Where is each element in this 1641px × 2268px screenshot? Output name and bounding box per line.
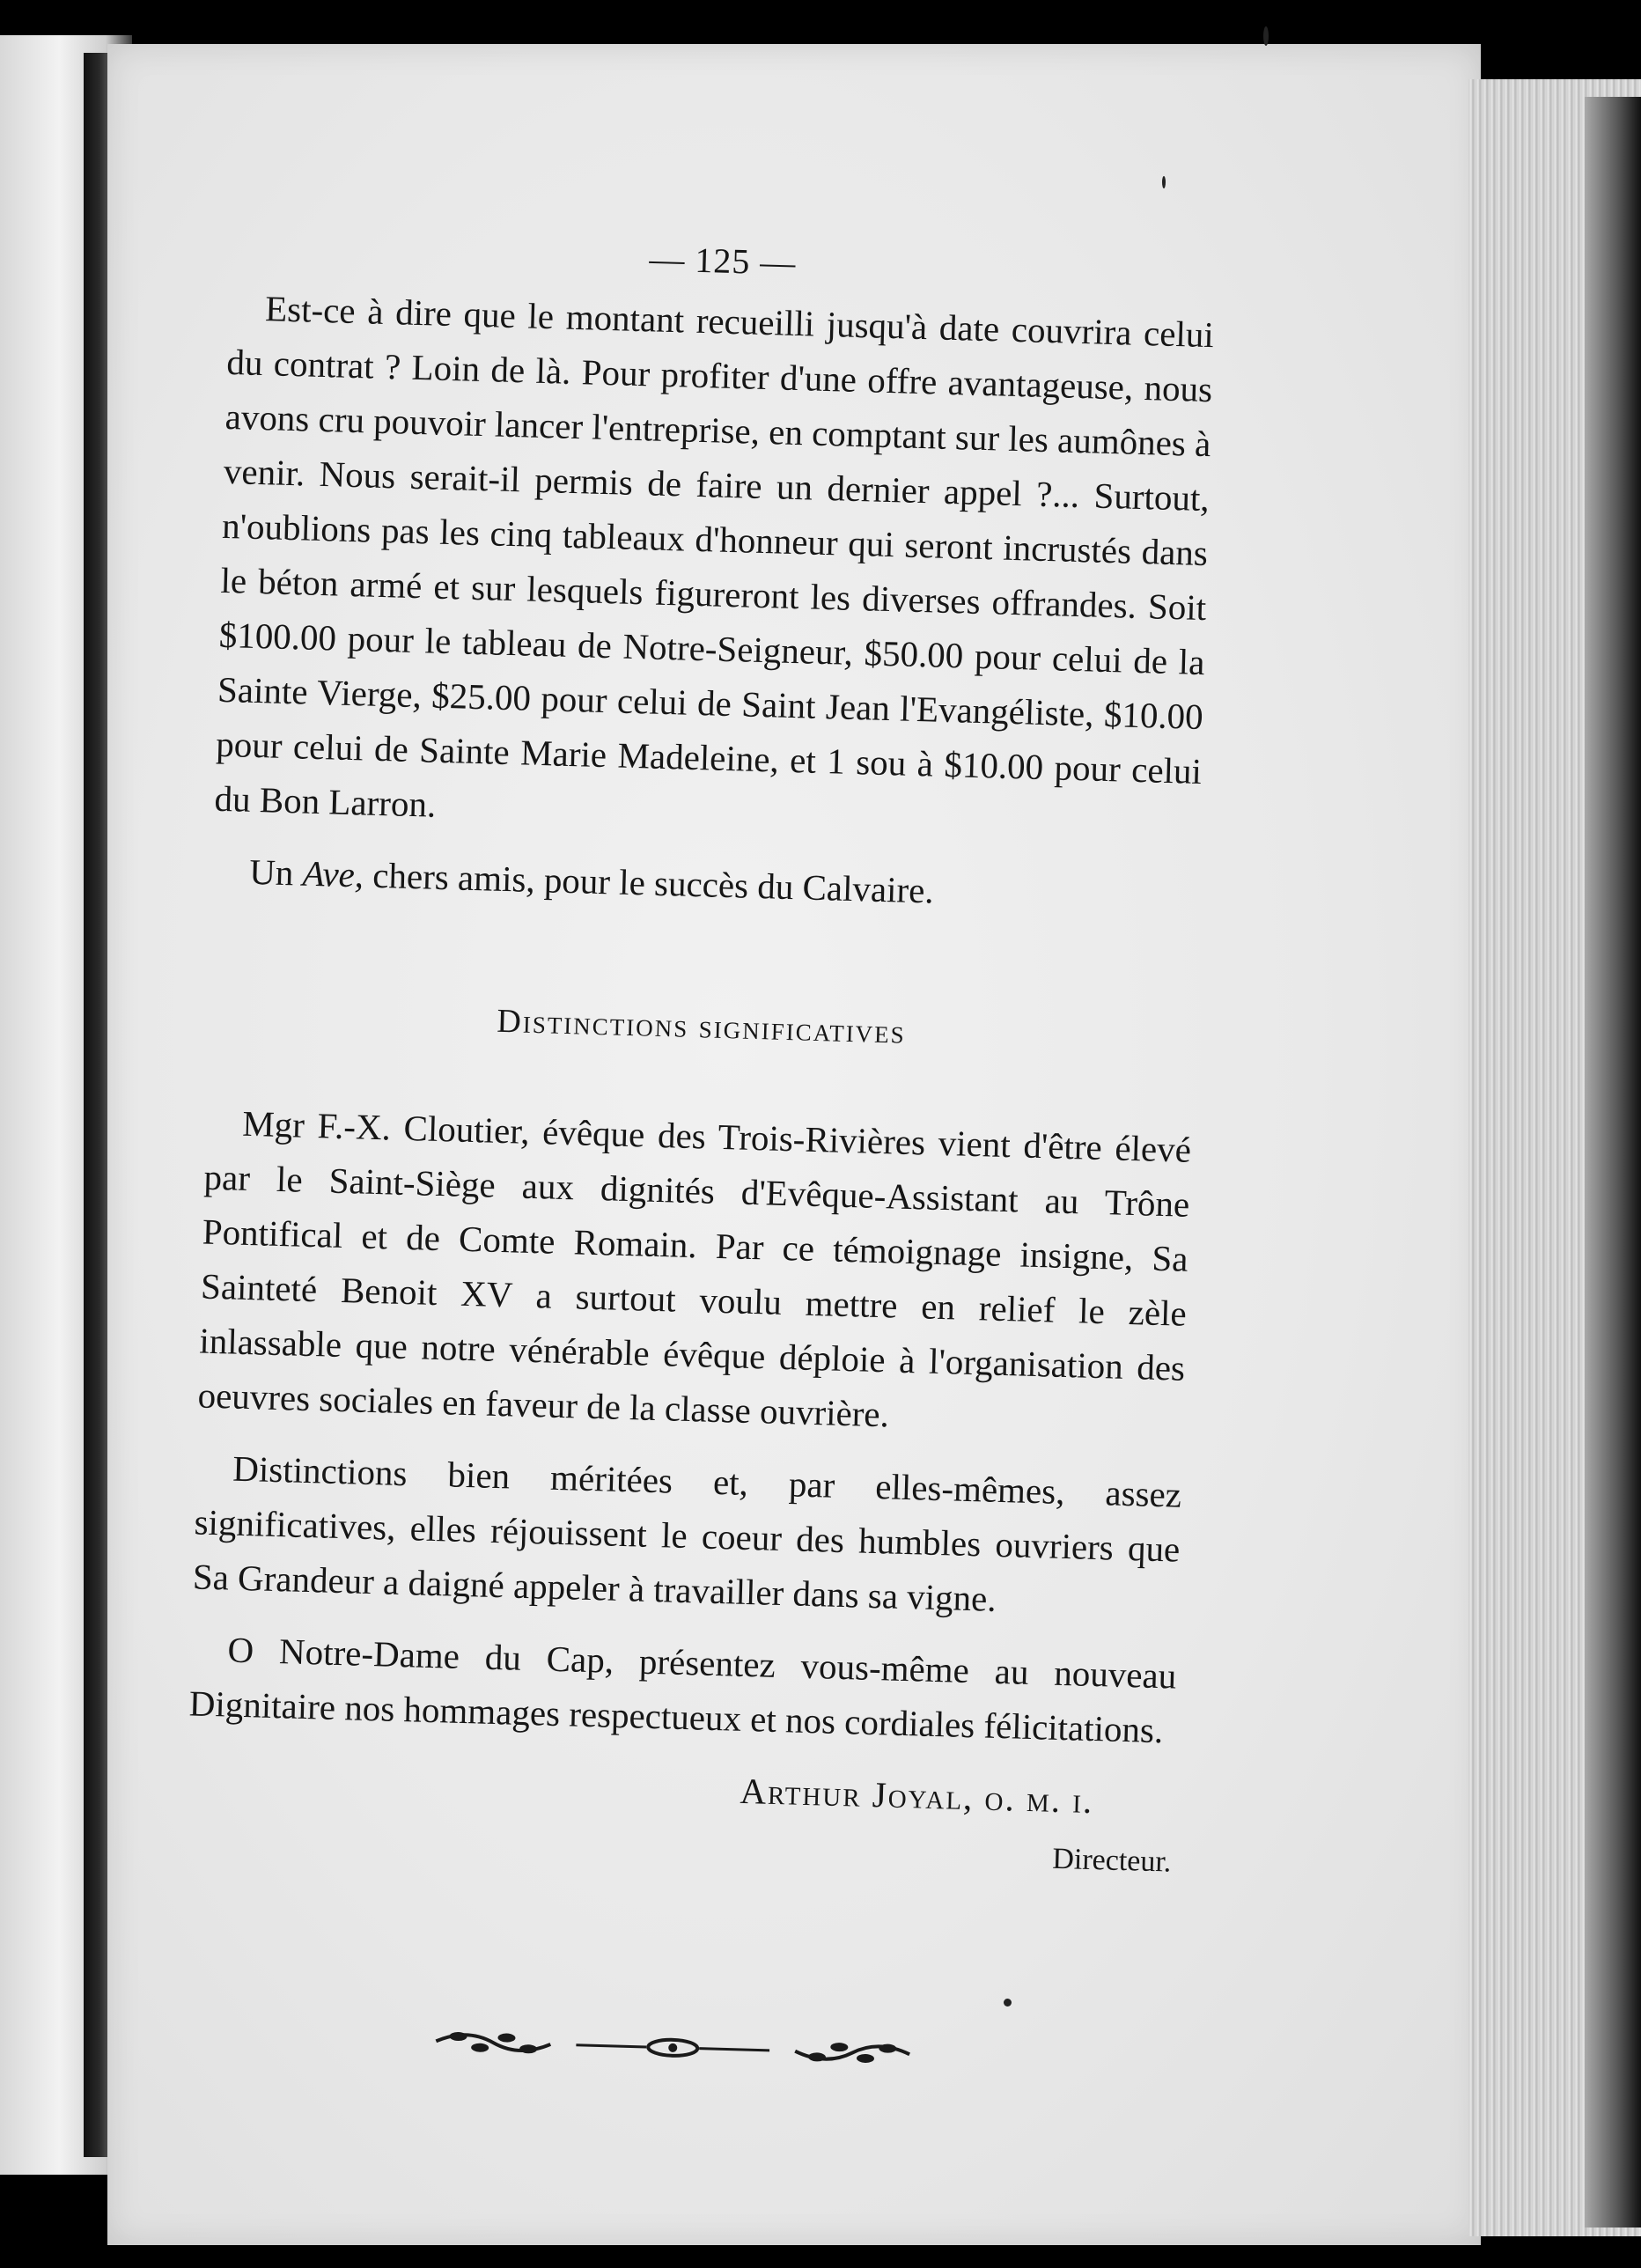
scan-speck	[1263, 26, 1269, 46]
page-text-block	[180, 220, 1217, 2083]
ave-after: chers amis, pour le succès du Calvaire.	[363, 854, 935, 911]
signature-name: Arthur Joyal, o. m. i.	[739, 1770, 1094, 1822]
ave-italic: Ave,	[302, 852, 364, 895]
center-rule-ornament-icon	[576, 2032, 770, 2064]
paragraph-cloutier: Mgr F.-X. Cloutier, évêque des Trois-Rivières vient d'être élevé par le Saint-Siège aux dignités d'Evêque-Assistant au Trône Pontifical et de Comte Romain. Par ce témoignage insigne, Sa Sainteté Benoit XV a surtout voulu mettre en relief le zèle inlassable que notre vénérable évêque déploie à l'organisation des oeuvres sociales en faveur de la classe ouvrière.	[197, 1102, 1192, 1435]
paragraph-ave	[212, 843, 1199, 925]
right-leaf-ornament-icon	[791, 2034, 915, 2073]
page-stack-shadow	[1585, 97, 1641, 2228]
paragraph-distinctions: Distinctions bien méritées et, par elles-mêmes, assez significatives, elles réjouissent le coeur des humbles ouvriers que Sa Grandeur a daigné appeler à travailler dans sa vigne.	[192, 1447, 1182, 1619]
paragraph-notre-dame: O Notre-Dame du Cap, présentez vous-même au nouveau Dignitaire nos hommages respectueux et nos cordiales félicitations.	[188, 1629, 1177, 1751]
section-title: Distinctions significatives	[496, 1002, 907, 1051]
signature-role: Directeur.	[1051, 1842, 1172, 1879]
scan-speck	[1162, 176, 1166, 188]
book-gutter	[84, 53, 110, 2157]
ave-before: Un	[248, 850, 304, 894]
left-leaf-ornament-icon	[431, 2023, 556, 2062]
paragraph-calvaire-appeal: Est-ce à dire que le montant recueilli jusqu'à date couvrira celui du contrat ? Loin de là. Pour profiter d'une offre avantageuse, nous avons cru pouvoir lancer l'entreprise, en comptant sur les aumônes à venir. Nous serait-il permis de faire un dernier appel ?... Surtout, n'oublions pas les cinq tableaux d'honneur qui seront incrustés dans le béton armé et sur lesquels figureront les diverses offrandes. Soit $100.00 pour le tableau de Notre-Seigneur, $50.00 pour celui de la Sainte Vierge, $25.00 pour celui de Saint Jean l'Evangéliste, $10.00 pour celui de Sainte Marie Madeleine, et 1 sou à $10.00 pour celui du Bon Larron.	[214, 288, 1215, 825]
page-number: — 125 —	[648, 239, 798, 283]
